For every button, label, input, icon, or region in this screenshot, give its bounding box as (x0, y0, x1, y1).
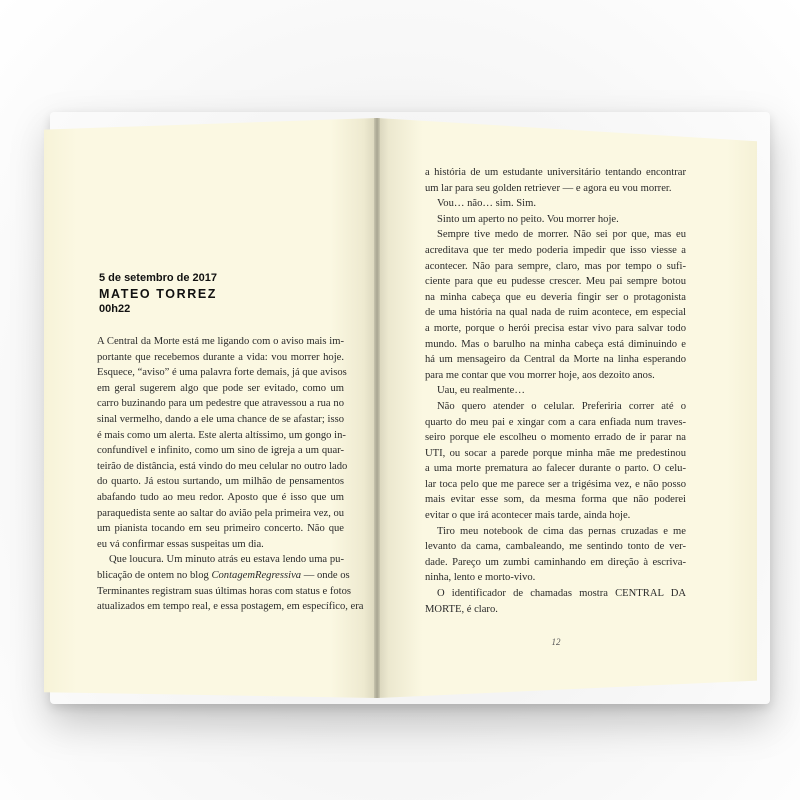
text-line: atualizados em tempo real, e essa postagem, em específico, era (97, 601, 364, 613)
text-line: a morte, porque o herói precisa estar vivo para salvar todo (425, 322, 686, 334)
text-line: acreditava que ter medo poderia impedir que isso viesse a (425, 244, 686, 256)
text-line: teirão de distância, está vindo do meu celular no outro lado (97, 460, 348, 472)
text-line: levanto da cama, cambaleando, me sentindo tonto de ver- (425, 541, 686, 553)
text-line: UTI, ou socar a parede porque minha mãe me predestinou (425, 447, 686, 459)
text-line: Não quero atender o celular. Preferiria correr até o (437, 400, 686, 412)
text-line: dade. Pareço um zumbi caminhando em direção à escriva- (425, 556, 686, 568)
text-line: blicação de ontem no blog ContagemRegressiva — onde os (97, 569, 350, 581)
text-line: Que loucura. Um minuto atrás eu estava lendo uma pu- (109, 554, 344, 566)
text-line: para me contar que vou morrer hoje, aos dezoito anos. (425, 369, 655, 381)
text-line: portante que recebemos durante a vida: vou morrer hoje. (97, 351, 344, 363)
text-line: confundível e infinito, como um sino de igreja a um quar- (97, 445, 344, 457)
text-line: Vou… não… sim. Sim. (437, 198, 536, 210)
text-line: Tiro meu notebook de cima das pernas cruzadas e me (437, 525, 686, 537)
text-line: acontecer. Não para sempre, claro, mas por tempo o sufi- (425, 260, 686, 272)
text-line: carro buzinando para um pedestre que atravessou a rua no (97, 398, 344, 410)
text-line: na minha cabeça que eu deveria fingir ser o protagonista (425, 291, 686, 303)
text-line: seiro porque ele escolheu o momento errado de ir parar na (425, 432, 686, 444)
page-number: 12 (551, 637, 561, 647)
text-line: Terminantes registram suas últimas horas com status e fotos (97, 585, 352, 597)
chapter-header (99, 271, 339, 317)
text-line: sinal vermelho, dando a ele uma chance de se afastar; isso (97, 413, 344, 425)
right-page-text (425, 165, 686, 617)
text-line: O identificador de chamadas mostra CENTRAL DA (437, 588, 686, 600)
text-line: ninha, lento e morto-vivo. (425, 572, 536, 584)
left-page-text (97, 334, 364, 615)
text-line: a história de um estudante universitário tentando encontrar (425, 167, 686, 178)
text-line: mais evitar esse som, da mesma forma que não poderei (425, 494, 686, 506)
chapter-date: 5 de setembro de 2017 (99, 272, 218, 284)
text-line: A Central da Morte está me ligando com o aviso mais im- (97, 336, 344, 347)
text-line: evitar o que irá acontecer mais tarde, ainda hoje. (425, 510, 631, 522)
blog-name: ContagemRegressiva (211, 569, 302, 581)
text-line: Uau, eu realmente… (437, 385, 525, 397)
text-line: lar toca pelo que me parece ser a trigésima vez, e não posso (425, 478, 686, 490)
text-line: Sempre tive medo de morrer. Não sei por que, mas eu (437, 229, 686, 241)
text-line: abafando tudo ao meu redor. Aposto que é isso que um (97, 491, 344, 503)
text-line: de uma história na qual nada de ruim acontece, em especial (425, 307, 686, 319)
text-line: um lar para seu golden retriever — e agora eu vou morrer. (425, 182, 672, 194)
text-line: em geral sugerem algo que pode ser evitado, como um (97, 382, 344, 394)
text-line: quarto do meu pai e xingar com a cara enfiada num traves- (425, 416, 686, 428)
text-line: um pianista tocando em seu primeiro concerto. Não que (97, 523, 344, 535)
text-line: a uma morte prematura ao falecer durante o parto. O celu- (425, 463, 686, 475)
text-line: ciente para que eu pudesse crescer. Meu pai sempre botou (425, 276, 686, 288)
book-gutter (374, 118, 380, 698)
text-line: Sinto um aperto no peito. Vou morrer hoje. (437, 213, 619, 225)
text-line: eu vá confirmar essas suspeitas um dia. (97, 538, 264, 550)
text-line: é mais como um alerta. Este alerta altíssimo, um gongo in- (97, 429, 346, 441)
text-line: do quarto. Já estou surtando, um milhão de pensamentos (97, 476, 344, 488)
text-line: MORTE, é claro. (425, 603, 498, 615)
text-line: mundo. Mas o barulho na minha cabeça está diminuindo e (425, 338, 686, 350)
chapter-character-name: MATEO TORREZ (99, 287, 218, 301)
text-line: há um mensageiro da Central da Morte na linha esperando (425, 354, 686, 366)
chapter-time: 00h22 (99, 303, 131, 315)
text-line: Esquece, “aviso” é uma palavra forte demais, já que avisos (97, 367, 347, 379)
text-line: paraquedista sente ao saltar do avião pela primeira vez, ou (97, 507, 345, 519)
